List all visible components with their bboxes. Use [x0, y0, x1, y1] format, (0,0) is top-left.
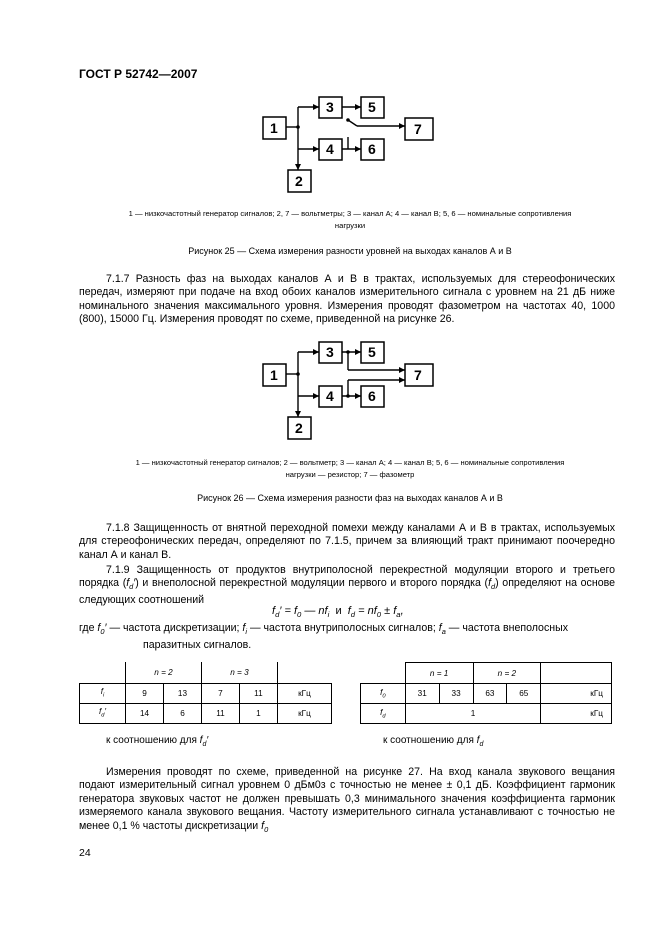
group-n2: n = 2 [154, 667, 173, 677]
fig25-legend [60, 208, 640, 232]
block-5-label: 5 [368, 344, 376, 360]
paragraph-7-1-8: 7.1.8 Защищенность от внятной переходной помехи между каналами А и В в трактах, используемых для стереофонических передач, определяют по 7.1.5, причем за влияющий тракт принимают поочередно канал А и канал В. [79, 522, 615, 561]
block-1-label: 1 [270, 367, 278, 383]
table1-caption: к соотношению для $f_d'$ [106, 735, 209, 748]
definitions: где $f_0'$ — частота дискретизации; $f_i$ — частота внутриполосных сигналов; $f_a$ — частота внеполосных паразитных сигналов. [79, 622, 619, 652]
table-fi [79, 662, 332, 724]
block-5 [361, 97, 384, 118]
block-2-label: 2 [295, 173, 303, 189]
table2-caption: к соотношению для $f_d$ [383, 735, 484, 748]
table-row: $f_d'$ 14 6 11 1 кГц [80, 703, 332, 723]
paragraph-final: Измерения проводят по схеме, приведенной на рисунке 27. На вход канала звукового вещания подают измерительный сигнал уровнем 0 дБм0з с точностью не менее ± 0,1 дБ. Коэффициент гармоник генератора звуковых частот не должен превышать 0,3 минимального значения коэффициента гармоник измеряемого канала звукового вещания. Частоту измерительного сигнала устанавливают с точностью не менее 0,1 % частоты дискретизации $f_0$ [79, 766, 615, 834]
block-1 [263, 117, 286, 139]
document-header: ГОСТ Р 52742—2007 [79, 67, 198, 81]
block-6-label: 6 [368, 388, 376, 404]
formula: $f_d' = f_0$ — $nf_i$ и $f_d = nf_0 \pm f_a$, [272, 605, 404, 620]
table-row: $f_d$ 1 кГц [361, 704, 612, 724]
paragraph-7-1-7: 7.1.7 Разность фаз на выходах каналов А и В в трактах, используемых для стереофонических передач, измеряют при подаче на вход обоих каналов измерительного сигнала с уровнем на 21 дБ ниже номинального значения максимального уровня. Измерения проводят фазометром на частотах 40, 1000 (800), 15000 Гц. Измерения проводят по схеме, приведенной на рисунке 26. [79, 273, 615, 326]
block-5 [361, 342, 384, 363]
fig25-legend-line1: 1 — низкочастотный генератор сигналов; 2, 7 — вольтметры; 3 — канал А; 4 — канал В; 5, 6 — номинальные сопротивления [128, 209, 572, 218]
fig25-title: Рисунок 25 — Схема измерения разности уровней на выходах каналов А и В [188, 246, 512, 256]
block-6 [361, 386, 384, 407]
table-row [80, 662, 332, 683]
block-2-label: 2 [295, 420, 303, 436]
group-n3: n = 3 [230, 667, 249, 677]
table-row: $f_0$ 31 33 63 65 кГц [361, 684, 612, 704]
fig26-title: Рисунок 26 — Схема измерения разности фаз на выходах каналов А и В [197, 493, 503, 503]
block-1-label: 1 [270, 120, 278, 136]
block-4-label: 4 [326, 141, 334, 157]
paragraph-7-1-9: 7.1.9 Защищенность от продуктов внутриполосной перекрестной модуляции второго и третьего порядка $(f_d')$ и внеполосной перекрестной модуляции первого и второго порядка $(f_d)$ определяют на основе следующих соотношений [79, 564, 615, 606]
block-7-label: 7 [414, 121, 422, 137]
block-7 [405, 118, 433, 140]
figure-25-diagram [250, 90, 450, 200]
fig26-legend-line1: 1 — низкочастотный генератор сигналов; 2 — вольтметр; 3 — канал А; 4 — канал В; 5, 6 — номинальные сопротивления [135, 458, 565, 467]
table-f0 [360, 662, 612, 724]
block-3-label: 3 [326, 344, 334, 360]
block-6 [361, 139, 384, 160]
block-2 [288, 170, 311, 192]
block-4 [319, 139, 342, 160]
block-3 [319, 97, 342, 118]
fig26-legend-line2: нагрузки — резистор; 7 — фазометр [285, 470, 415, 479]
group-n1: n = 1 [429, 668, 449, 678]
block-3 [319, 342, 342, 363]
block-4-label: 4 [326, 388, 334, 404]
fig25-legend-line2: нагрузки [334, 221, 366, 230]
block-5-label: 5 [368, 99, 376, 115]
block-6-label: 6 [368, 141, 376, 157]
figure-26-diagram [250, 337, 450, 447]
block-3-label: 3 [326, 99, 334, 115]
fig25-connections [286, 104, 405, 170]
fig26-connections [286, 349, 405, 417]
block-1 [263, 364, 286, 386]
definitions-continued: паразитных сигналов. [143, 638, 252, 651]
fig26-legend [60, 457, 640, 481]
block-7 [405, 364, 433, 386]
page-number: 24 [79, 847, 91, 859]
table-row [361, 663, 612, 684]
block-4 [319, 386, 342, 407]
group-n2: n = 2 [497, 668, 517, 678]
table-row: $f_i$ 9 13 7 11 кГц [80, 683, 332, 703]
block-7-label: 7 [414, 367, 422, 383]
block-2 [288, 417, 311, 439]
